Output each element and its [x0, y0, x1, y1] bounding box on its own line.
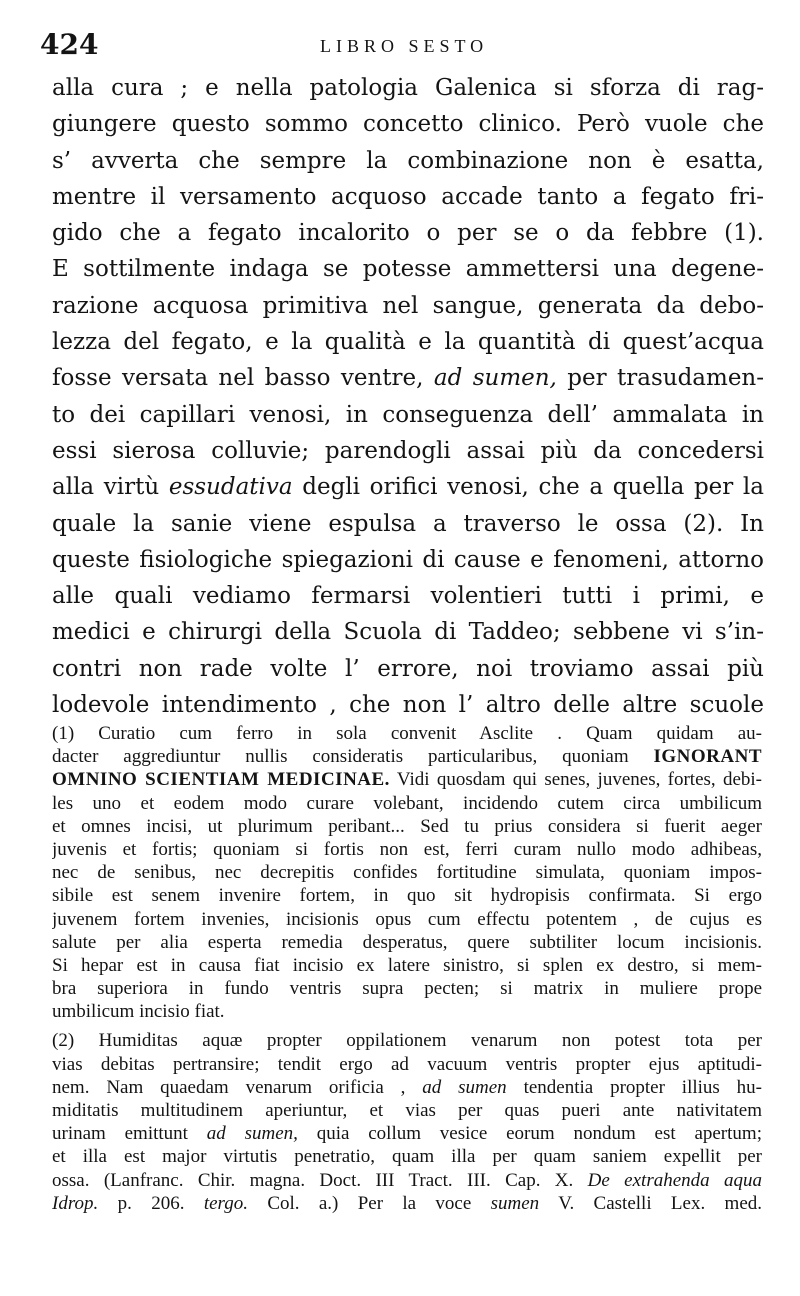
main-text — [52, 70, 764, 723]
note-line: nec de senibus, nec decrepitis confides fortitudine simulata, quoniam impos- — [52, 862, 762, 884]
text-line: essi sierosa colluvie; parendogli assai più da concedersi — [52, 437, 764, 464]
footnotes — [52, 722, 762, 1215]
text-line: alla cura ; e nella patologia Galenica si sforza di rag- — [52, 75, 764, 101]
text-segment: tendentia propter illius hu- — [523, 1076, 762, 1098]
note-line: (2) Humiditas aquæ propter oppilationem venarum non potest tota per — [52, 1030, 762, 1052]
text-segment: alla virtù — [52, 474, 160, 501]
text-segment: degli orifici venosi, che a quella per la — [302, 474, 764, 501]
note-line — [52, 1122, 762, 1145]
text-line: s’ avverta che sempre la combinazione non è esatta, — [52, 147, 764, 174]
text-line: to dei capillari venosi, in conseguenza dell’ ammalata in — [52, 401, 764, 428]
text-segment: fosse versata nel basso ventre, — [52, 365, 424, 392]
note-line: bra superiora in fundo ventris supra pecten; si matrix in muliere prope — [52, 978, 762, 1000]
text-line: giungere questo sommo concetto clinico. Però vuole che — [52, 111, 764, 138]
text-line: contri non rade volte l’ errore, noi troviamo assai più — [52, 655, 764, 682]
note-line: et illa est major virtutis penetratio, quam illa per quam saniem expellit per — [52, 1146, 762, 1168]
note-line: les uno et eodem modo curare volebant, incidendo cutem circa umbilicum — [52, 792, 762, 814]
note-line — [52, 768, 762, 791]
text-line: alle quali vediamo fermarsi volentieri tutti i primi, e — [52, 583, 764, 610]
smallcaps-term: OMNINO SCIENTIAM MEDICINAE. — [52, 769, 390, 791]
note-line: vias debitas pertransire; tendit ergo ad vacuum ventris propter ejus aptitudi- — [52, 1053, 762, 1075]
note-line: juvenis et fortis; quoniam si fortis non est, ferri curam nullo modo adhibeas, — [52, 838, 762, 860]
text-line: quale la sanie viene espulsa a traverso le ossa (2). In — [52, 510, 764, 537]
italic-term: ad sumen, — [206, 1123, 298, 1145]
text-line: gido che a fegato incalorito o per se o da febbre (1). — [52, 220, 764, 247]
text-segment: ossa. (Lanfranc. Chir. magna. Doct. III Tract. III. Cap. X. — [52, 1169, 574, 1191]
italic-term: essudativa — [168, 474, 293, 501]
note-line: Si hepar est in causa fiat incisio ex latere sinistro, si splen ex destro, si mem- — [52, 954, 762, 976]
text-segment: dacter aggrediuntur nullis consideratis particularibus, quoniam — [52, 746, 629, 768]
text-segment: p. 206. — [117, 1192, 185, 1214]
text-line: medici e chirurgi della Scuola di Taddeo; sebbene vi s’in- — [52, 619, 764, 646]
page-number: 424 — [40, 28, 99, 61]
text-line: lezza del fegato, e la qualità e la quantità di quest’acqua — [52, 329, 764, 356]
text-line: queste fisiologiche spiegazioni di cause e fenomeni, attorno — [52, 546, 764, 573]
italic-term: ad sumen — [422, 1076, 507, 1098]
note-line: umbilicum incisio fiat. — [52, 1001, 225, 1023]
italic-term: sumen — [490, 1192, 540, 1214]
text-line: mentre il versamento acquoso accade tanto a fegato fri- — [52, 183, 764, 210]
text-segment: per trasudamen- — [567, 365, 764, 392]
text-segment: quia collum vesice eorum nondum est apertum; — [316, 1123, 762, 1145]
note-line: sibile est senem invenire fortem, in quo sit hydropisis confirmata. Si ergo — [52, 885, 762, 907]
note-line: et omnes incisi, ut plurimum peribant... Sed tu prius considera si fuerit aeger — [52, 815, 762, 837]
text-segment: nem. Nam quaedam venarum orificia , — [52, 1076, 406, 1098]
note-line — [52, 1076, 762, 1099]
text-line — [52, 360, 764, 396]
text-segment: urinam emittunt — [52, 1123, 188, 1145]
italic-term: tergo. — [203, 1192, 248, 1214]
note-line: juvenem fortem invenies, incisionis opus cum effectu potentem , de cujus es — [52, 908, 762, 930]
footnote-1 — [52, 722, 762, 1023]
note-line: miditatis multitudinem aperiuntur, et vias per quas pueri ante nativitatem — [52, 1100, 762, 1121]
running-head: LIBRO SESTO — [320, 36, 489, 56]
smallcaps-term: IGNORANT — [653, 746, 762, 768]
note-line — [52, 745, 762, 768]
page-header — [40, 28, 760, 68]
text-line: lodevole intendimento , che non l’ altro delle altre scuole — [52, 692, 764, 719]
italic-term: Idrop. — [52, 1192, 99, 1214]
text-line: E sottilmente indaga se potesse ammettersi una degene- — [52, 256, 764, 283]
note-line: (1) Curatio cum ferro in sola convenit Asclite . Quam quidam au- — [52, 723, 762, 744]
note-line — [52, 1169, 762, 1192]
text-line: razione acquosa primitiva nel sangue, generata da debo- — [52, 292, 764, 319]
note-line — [52, 1192, 762, 1215]
text-segment: V. Castelli Lex. med. — [558, 1192, 762, 1214]
italic-term: ad sumen, — [433, 365, 557, 392]
note-line: salute per alia esperta remedia desperatus, quere subtiliter locum incisionis. — [52, 931, 762, 953]
text-line — [52, 469, 764, 505]
italic-term: De extrahenda aqua — [587, 1169, 762, 1191]
text-segment: Vidi quosdam qui senes, juvenes, fortes, debi- — [396, 769, 762, 791]
text-segment: Col. a.) Per la voce — [267, 1192, 472, 1214]
footnote-2 — [52, 1029, 762, 1215]
